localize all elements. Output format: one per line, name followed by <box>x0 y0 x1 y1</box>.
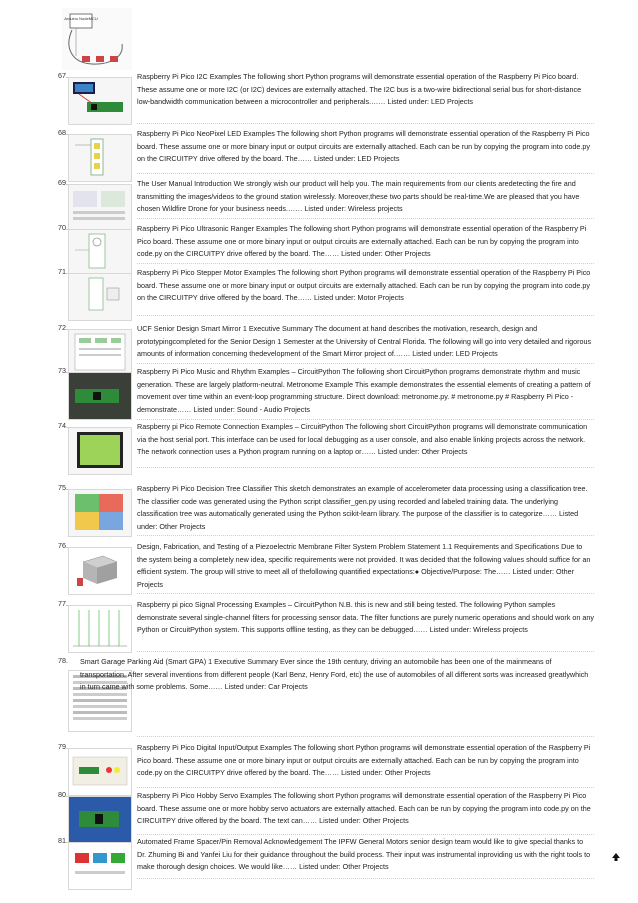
entry-number: 76. <box>58 541 68 550</box>
entry-number: 75. <box>58 483 68 492</box>
entry-text[interactable]: Raspberry Pi Pico Music and Rhythm Examples – CircuitPython The following short CircuitPython programs demonstrate rhythm and music generation. These are largely platform-neutral. Metronome Example This example demonstrates the essential elements of creating a pattern of movement over time within an event-loop programming structure. Direct download: metronome.py. # metronome.py # Raspberry Pi Pico - demonstrate…… Listed under: Sound - Audio Projects <box>137 367 591 414</box>
entry-number: 80. <box>58 790 68 799</box>
scroll-to-top-arrow-icon[interactable] <box>611 852 621 862</box>
hobby-servo-thumbnail[interactable] <box>68 796 132 844</box>
entry-text[interactable]: The User Manual Introduction We strongly wish our product will help you. The main requirements from our clients aredetecting the fire and transmitting the images/videos to the ground station wirelessly. Moreover,these two parts should be real-time.We are pleased that you have chosen Wildfire Drone for your business needs.…… Listed under: Wireless projects <box>137 179 580 214</box>
separator <box>137 878 594 879</box>
user-manual-thumbnail[interactable] <box>68 184 132 232</box>
entry-text[interactable]: Raspberry Pi Pico Ultrasonic Ranger Examples The following short Python programs will demonstrate essential operation of the Raspberry Pi Pico board. These assume one or more binary input or output circuits are externally attached. Each can be run by copying the program into code.py on the CIRCUITPY drive offered by the board. The…… Listed under: Other Projects <box>137 224 587 259</box>
separator <box>137 787 594 788</box>
entry-number: 67. <box>58 71 68 80</box>
entry-text[interactable]: Raspberry Pi Pico I2C Examples The following short Python programs will demonstrate essential operation of the Raspberry Pi Pico board. These assume one or more I2C (or I2C) devices are externally attached. The I2C bus is a two-wire bidirectional serial bus for short-distance low-bandwidth communication between a microcontroller and peripherals.…… Listed under: LED Projects <box>137 72 582 107</box>
wiring-diagram-thumbnail[interactable] <box>62 8 132 70</box>
neopixel-thumbnail[interactable] <box>68 134 132 182</box>
entry-number: 69. <box>58 178 68 187</box>
entry-number: 73. <box>58 366 68 375</box>
entry-number: 81. <box>58 836 68 845</box>
stepper-motor-thumbnail[interactable] <box>68 273 132 321</box>
entry-text[interactable]: Raspberry pi Pico Remote Connection Examples – CircuitPython The following short CircuitPython programs will demonstrate communication via the host serial port. This interface can be used for local debugging as a user console, and also enable linking projects across the network. The network connection uses a Python program running on a laptop or…… Listed under: Other Projects <box>137 422 588 457</box>
entry-number: 71. <box>58 267 68 276</box>
entry-text[interactable]: Raspberry Pi Pico NeoPixel LED Examples The following short Python programs will demonstrate essential operation of the Raspberry Pi Pico board. These assume one or more binary input or output circuits are externally attached. Each can be run by copying the program into code.py on the CIRCUITPY drive offered by the board. The…… Listed under: LED Projects <box>137 129 590 164</box>
separator <box>137 218 594 219</box>
entry-number: 72. <box>58 323 68 332</box>
separator <box>137 263 594 264</box>
entry-text[interactable]: Automated Frame Spacer/Pin Removal Acknowledgement The IPFW General Motors senior design team would like to give special thanks to Dr. Zhuming Bi and Yanfei Liu for their guidance throughout the build process. Their input was instrumental inproviding us with the right tools to make thorough design choices. We would like…… Listed under: Other Projects <box>137 837 591 872</box>
separator <box>137 173 594 174</box>
i2c-oled-thumbnail[interactable] <box>68 77 132 125</box>
entry-text[interactable]: Raspberry Pi Pico Hobby Servo Examples The following short Python programs will demonstrate essential operation of the Raspberry Pi Pico board. These assume one or more hobby servo actuators are externally attached. Each can be run by copying the program into code.py on the CIRCUITPY drive offered by the board. The text can…… Listed under: Other Projects <box>137 791 591 826</box>
top-thumb-label: Arduino NodeMCU <box>64 16 98 21</box>
digital-io-thumbnail[interactable] <box>68 748 132 796</box>
separator <box>137 363 594 364</box>
ultrasonic-ranger-thumbnail[interactable] <box>68 229 132 277</box>
entry-number: 78. <box>58 656 68 665</box>
entry-text[interactable]: Raspberry pi pico Signal Processing Examples – CircuitPython N.B. this is new and still being tested. The following Python samples demonstrate several single-channel filters for processing sensor data. The filter functions are purely numeric operations and should work on any Python or CircuitPython system. This supports offline testing, as they can be debugged…… Listed under: Wireless projects <box>137 600 594 635</box>
separator <box>137 467 594 468</box>
entry-number: 77. <box>58 599 68 608</box>
separator <box>137 315 594 316</box>
entry-number: 68. <box>58 128 68 137</box>
piezoelectric-filter-thumbnail[interactable] <box>68 547 132 595</box>
smart-mirror-thumbnail[interactable] <box>68 329 132 377</box>
separator <box>137 736 594 737</box>
separator <box>137 419 594 420</box>
separator <box>137 651 594 652</box>
entry-text[interactable]: Raspberry Pi Pico Stepper Motor Examples The following short Python programs will demonstrate essential operation of the Raspberry Pi Pico board. These assume one or more binary input or output circuits are externally attached. Each can be run by copying the program into code.py on the CIRCUITPY drive offered by the board. The…… Listed under: Motor Projects <box>137 268 591 303</box>
entry-text[interactable]: Raspberry Pi Pico Digital Input/Output Examples The following short Python programs will demonstrate essential operation of the Raspberry Pi Pico board. These assume one or more binary input or output circuits are externally attached. Each can be run by copying the program into code.py on the CIRCUITPY drive offered by the board. The…… Listed under: Other Projects <box>137 743 591 778</box>
signal-processing-thumbnail[interactable] <box>68 605 132 653</box>
separator <box>137 593 594 594</box>
remote-connection-thumbnail[interactable] <box>68 427 132 475</box>
frame-spacer-thumbnail[interactable] <box>68 842 132 890</box>
entry-number: 70. <box>58 223 68 232</box>
music-rhythm-thumbnail[interactable] <box>68 372 132 420</box>
entry-text[interactable]: Smart Garage Parking Aid (Smart GPA) 1 Executive Summary Ever since the 19th century, driving an automobile has been one of the mainmeans of transportation. After several inventions from different people (Karl Benz, Henry Ford, etc) the use of automobiles of all different sorts was increased greatlywhich in turn came with some problems. Some…… Listed under: Car Projects <box>80 657 589 692</box>
entry-text[interactable]: Raspberry Pi Pico Decision Tree Classifier This sketch demonstrates an example of accelerometer data processing using a classification tree. The classifier code was generated using the Python script classifier_gen.py using recorded and labeled training data. The underlying classification tree was automatically generated using the Python scikit-learn library. The purpose of the classifier is to categorize…… Listed under: Other Projects <box>137 484 588 531</box>
entry-text[interactable]: Design, Fabrication, and Testing of a Piezoelectric Membrane Filter System Problem Statement 1.1 Requirements and Specifications Due to the system being a completely new idea, specific requirements were not provided. It was decided that the following values should suffice for an efficient system. The group will strive to meet all of thefollowing quantified expectations:● Objective/Purpose: The…… Listed under: Other Projects <box>137 542 591 589</box>
separator <box>137 834 594 835</box>
separator <box>137 535 594 536</box>
entry-text[interactable]: UCF Senior Design Smart Mirror 1 Executive Summary The document at hand describes the motivation, research, design and prototypingcompleted for the Senior Design 1 Semester at the University of Central Florida. The following will go into very detailed and rigorous amounts of information concerning thedevelopment of the Smart Mirror project of.…… Listed under: LED Projects <box>137 324 592 359</box>
separator <box>137 123 594 124</box>
entry-number: 74. <box>58 421 68 430</box>
decision-tree-thumbnail[interactable] <box>68 489 132 537</box>
entry-number: 79. <box>58 742 68 751</box>
